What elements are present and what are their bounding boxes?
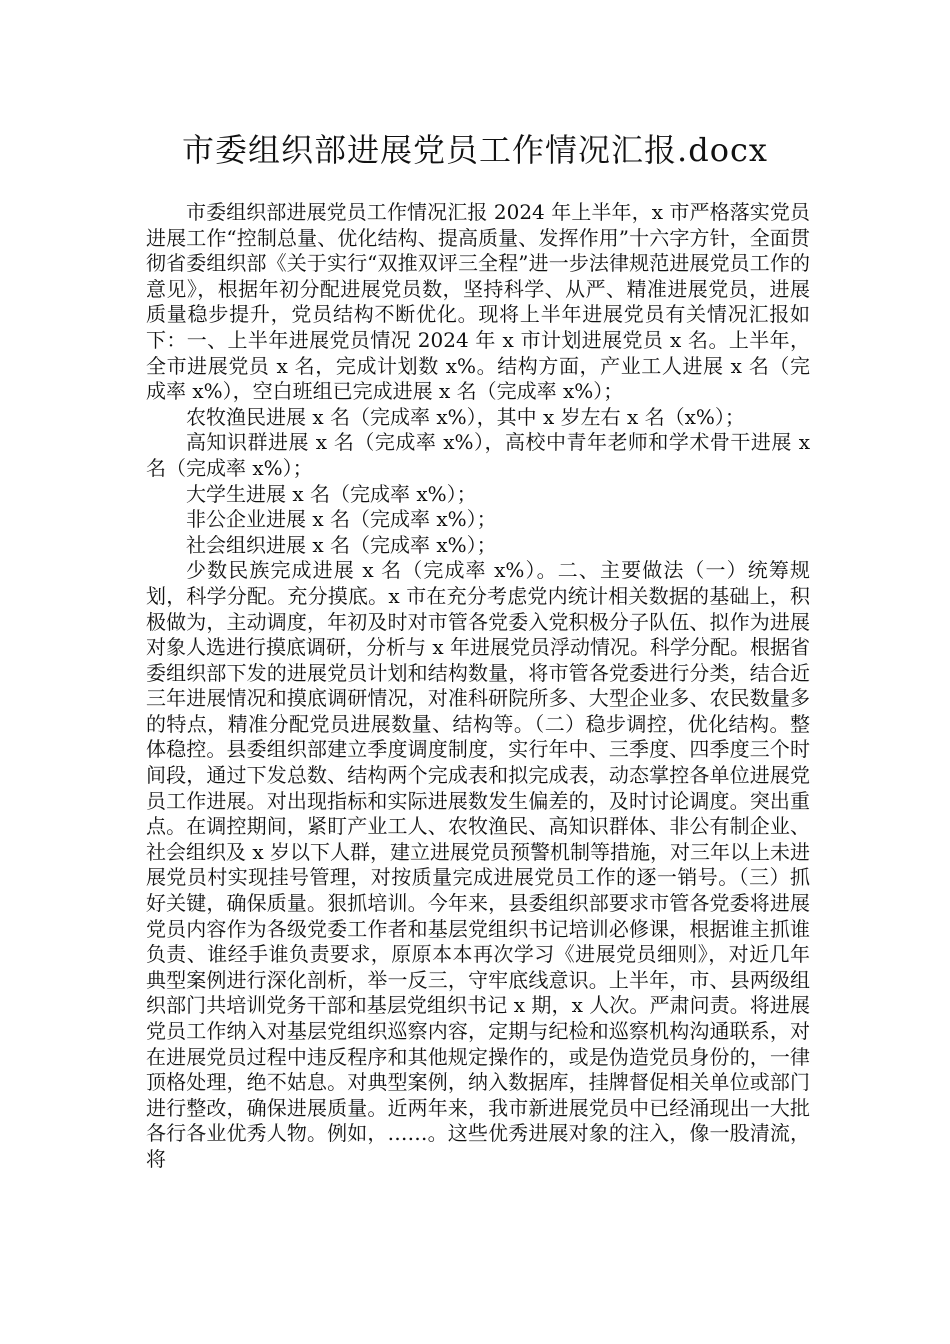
paragraph: 市委组织部进展党员工作情况汇报 2024 年上半年，x 市严格落实党员进展工作“控制总量、优化结构、提高质量、发挥作用”十六字方针，全面贯彻省委组织部《关于实行“双推双评三全程”进一步法律规范进展党员工作的意见》，根据年初分配进展党员数，坚持科学、从严、精准进展党员，进展质量稳步提升，党员结构不断优化。现将上半年进展党员有关情况汇报如下：一、上半年进展党员情况 2024 年 x 市计划进展党员 x 名。上半年，全市进展党员 x 名，完成计划数 x%。结构方面，产业工人进展 x 名（完成率 x%），空白班组已完成进展 x 名（完成率 x%）；	[146, 200, 810, 404]
paragraph: 农牧渔民进展 x 名（完成率 x%），其中 x 岁左右 x 名（x%）；	[186, 404, 745, 429]
paragraph: 高知识群进展 x 名（完成率 x%），高校中青年老师和学术骨干进展 x 名（完成率 x%）；	[146, 430, 810, 480]
paragraph: 少数民族完成进展 x 名（完成率 x%）。二、主要做法（一）统筹规划，科学分配。充分摸底。x 市在充分考虑党内统计相关数据的基础上，积极做为，主动调度，年初及时对市管各党委入党积极分子队伍、拟作为进展对象人选进行摸底调研，分析与 x 年进展党员浮动情况。科学分配。根据省委组织部下发的进展党员计划和结构数量，将市管各党委进行分类，结合近三年进展情况和摸底调研情况，对准科研院所多、大型企业多、农民数量多的特点，精准分配党员进展数量、结构等。（二）稳步调控，优化结构。整体稳控。县委组织部建立季度调度制度，实行年中、三季度、四季度三个时间段，通过下发总数、结构两个完成表和拟完成表，动态掌控各单位进展党员工作进展。对出现指标和实际进展数发生偏差的，及时讨论调度。突出重点。在调控期间，紧盯产业工人、农牧渔民、高知识群体、非公有制企业、社会组织及 x 岁以下人群，建立进展党员预警机制等措施，对三年以上未进展党员村实现挂号管理，对按质量完成进展党员工作的逐一销号。（三）抓好关键，确保质量。狠抓培训。今年来，县委组织部要求市管各党委将进展党员内容作为各级党委工作者和基层党组织书记培训必修课，根据谁主抓谁负责、谁经手谁负责要求，原原本本再次学习《进展党员细则》，对近几年典型案例进行深化剖析，举一反三，守牢底线意识。上半年，市、县两级组织部门共培训党务干部和基层党组织书记 x 期，x 人次。严肃问责。将进展党员工作纳入对基层党组织巡察内容，定期与纪检和巡察机构沟通联系，对在进展党员过程中违反程序和其他规定操作的，或是伪造党员身份的，一律顶格处理，绝不姑息。对典型案例，纳入数据库，挂牌督促相关单位或部门进行整改，确保进展质量。近两年来，我市新进展党员中已经涌现出一大批各行各业优秀人物。例如，……。这些优秀进展对象的注入，像一股清流，将	[146, 558, 810, 1171]
paragraph: 非公企业进展 x 名（完成率 x%）；	[186, 507, 497, 532]
paragraph: 社会组织进展 x 名（完成率 x%）；	[186, 532, 497, 557]
document-body	[146, 200, 810, 1173]
document-title: 市委组织部进展党员工作情况汇报.docx	[182, 131, 768, 169]
paragraph: 大学生进展 x 名（完成率 x%）；	[186, 481, 477, 506]
